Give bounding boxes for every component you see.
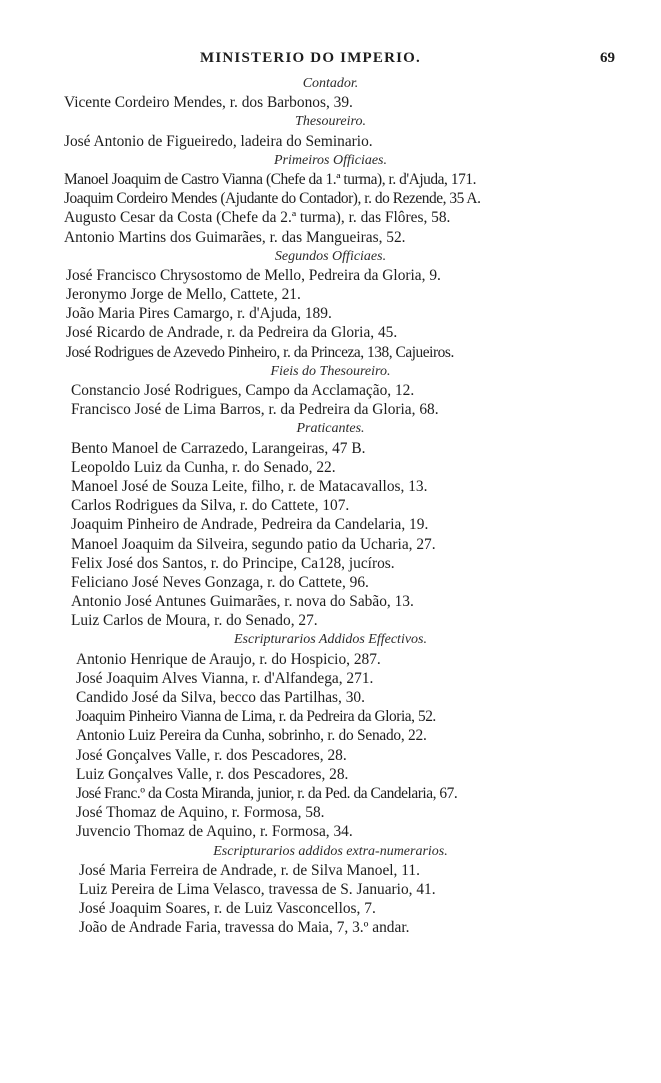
list-entry: Felix José dos Santos, r. do Principe, Ca128, jucíros.: [71, 554, 395, 572]
list-entry: José Antonio de Figueiredo, ladeira do Seminario.: [64, 132, 373, 150]
list-entry: Leopoldo Luiz da Cunha, r. do Senado, 22.: [71, 458, 336, 476]
section-heading-escripturarios-addidos-effectivos: Escripturarios Addidos Effectivos.: [233, 632, 427, 648]
list-entry: Manoel Joaquim de Castro Vianna (Chefe da 1.ª turma), r. d'Ajuda, 171.: [64, 170, 476, 188]
list-entry: Bento Manoel de Carrazedo, Larangeiras, 47 B.: [71, 439, 366, 457]
page-header: [0, 50, 661, 72]
list-entry: Jeronymo Jorge de Mello, Cattete, 21.: [66, 286, 301, 304]
list-entry: Joaquim Pinheiro Vianna de Lima, r. da Pedreira da Gloria, 52.: [76, 708, 436, 726]
list-entry: Joaquim Pinheiro de Andrade, Pedreira da Candelaria, 19.: [71, 516, 429, 534]
list-entry: Carlos Rodrigues da Silva, r. do Cattete, 107.: [71, 497, 350, 515]
page-number: 69: [600, 50, 615, 66]
directory-listing: [0, 74, 661, 937]
list-entry: Luiz Gonçalves Valle, r. dos Pescadores, 28.: [76, 765, 349, 783]
list-entry: Antonio José Antunes Guimarães, r. nova do Sabão, 13.: [71, 593, 414, 611]
list-entry: Juvencio Thomaz de Aquino, r. Formosa, 34.: [76, 823, 353, 841]
list-entry: Manoel Joaquim da Silveira, segundo patio da Ucharia, 27.: [71, 535, 436, 553]
list-entry: Antonio Luiz Pereira da Cunha, sobrinho, r. do Senado, 22.: [76, 727, 427, 745]
list-entry: Vicente Cordeiro Mendes, r. dos Barbonos, 39.: [64, 94, 353, 112]
list-entry: José Thomaz de Aquino, r. Formosa, 58.: [76, 804, 325, 822]
list-entry: João de Andrade Faria, travessa do Maia, 7, 3.º andar.: [79, 919, 410, 937]
list-entry: José Francisco Chrysostomo de Mello, Pedreira da Gloria, 9.: [66, 266, 441, 284]
list-entry: José Gonçalves Valle, r. dos Pescadores, 28.: [76, 746, 347, 764]
list-entry: João Maria Pires Camargo, r. d'Ajuda, 189.: [66, 305, 332, 323]
list-entry: Manoel José de Souza Leite, filho, r. de Matacavallos, 13.: [71, 477, 428, 495]
list-entry: Augusto Cesar da Costa (Chefe da 2.ª turma), r. das Flôres, 58.: [64, 209, 451, 227]
list-entry: José Joaquim Soares, r. de Luiz Vasconcellos, 7.: [79, 900, 376, 918]
list-entry: Luiz Carlos de Moura, r. do Senado, 27.: [71, 612, 318, 630]
section-heading-thesoureiro: Thesoureiro.: [295, 114, 366, 130]
list-entry: José Ricardo de Andrade, r. da Pedreira da Gloria, 45.: [66, 324, 398, 342]
section-heading-primeiros-officiaes: Primeiros Officiaes.: [273, 152, 388, 168]
list-entry: Antonio Henrique de Araujo, r. do Hospicio, 287.: [76, 650, 381, 668]
section-heading-praticantes: Praticantes.: [296, 421, 365, 437]
list-entry: José Maria Ferreira de Andrade, r. de Silva Manoel, 11.: [79, 861, 420, 879]
list-entry: Joaquim Cordeiro Mendes (Ajudante do Contador), r. do Rezende, 35 A.: [64, 190, 481, 208]
section-heading-escripturarios-extra-numerarios: Escripturarios addidos extra-numerarios.: [213, 843, 448, 859]
running-title: MINISTERIO DO IMPERIO.: [200, 50, 422, 66]
list-entry: Candido José da Silva, becco das Partilhas, 30.: [76, 689, 365, 706]
list-entry: José Rodrigues de Azevedo Pinheiro, r. da Princeza, 138, Cajueiros.: [66, 343, 454, 361]
list-entry: José Joaquim Alves Vianna, r. d'Alfandega, 271.: [76, 669, 374, 687]
list-entry: Antonio Martins dos Guimarães, r. das Mangueiras, 52.: [64, 228, 406, 246]
list-entry: Feliciano José Neves Gonzaga, r. do Cattete, 96.: [71, 573, 369, 591]
list-entry: José Franc.º da Costa Miranda, junior, r. da Ped. da Candelaria, 67.: [76, 784, 458, 802]
section-heading-contador: Contador.: [302, 76, 359, 91]
list-entry: Luiz Pereira de Lima Velasco, travessa de S. Januario, 41.: [79, 880, 436, 898]
section-heading-fieis-do-thesoureiro: Fieis do Thesoureiro.: [270, 363, 391, 379]
list-entry: Constancio José Rodrigues, Campo da Acclamação, 12.: [71, 382, 415, 399]
section-heading-segundos-officiaes: Segundos Officiaes.: [274, 248, 387, 264]
list-entry: Francisco José de Lima Barros, r. da Pedreira da Gloria, 68.: [71, 401, 439, 419]
